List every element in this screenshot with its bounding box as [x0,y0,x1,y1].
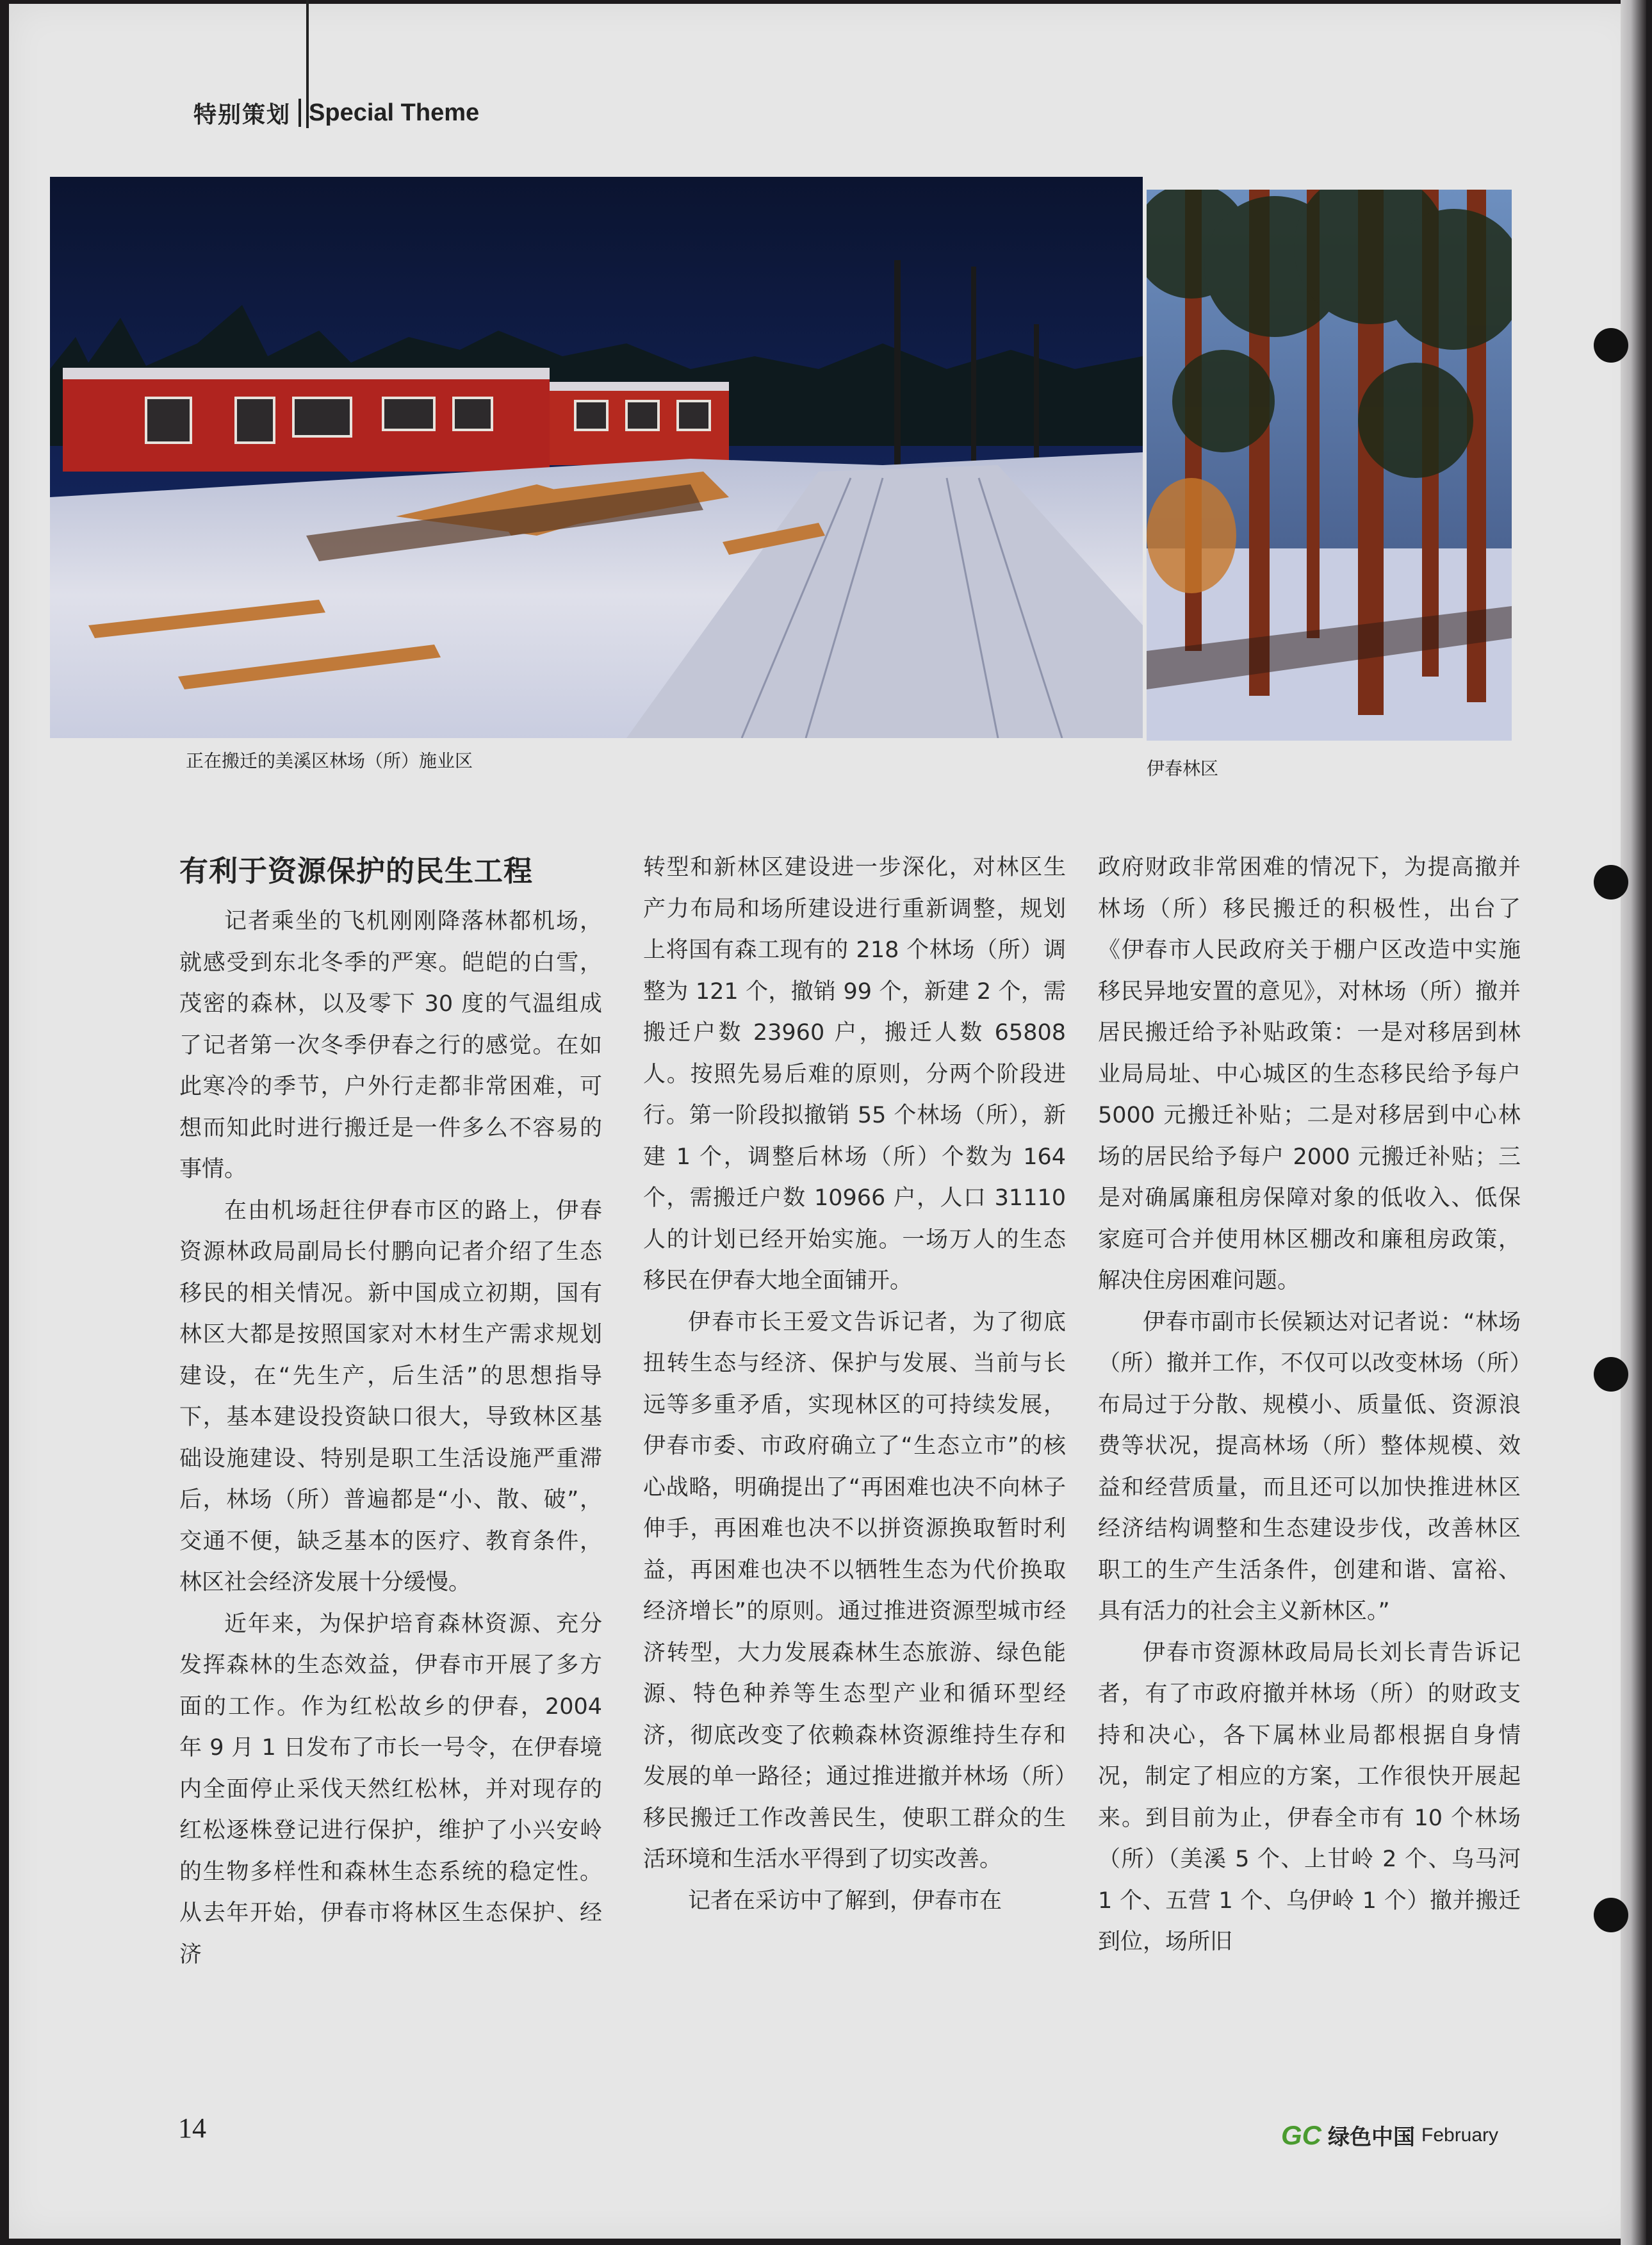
paragraph: 伊春市资源林政局局长刘长青告诉记者，有了市政府撤并林场（所）的财政支持和决心，各下属林业局都根据自身情况，制定了相应的方案，工作很快开展起来。到目前为止，伊春全市有 10 个林场（所）（美溪 5 个、上甘岭 2 个、乌马河 1 个、五营 1 个、乌伊岭 1 个）撤并搬迁到位，场所旧 [1098,1640,1521,1955]
paragraph: 记者乘坐的飞机刚刚降落林都机场，就感受到东北冬季的严寒。皑皑的白雪，茂密的森林，以及零下 30 度的气温组成了记者第一次冬季伊春之行的感觉。在如此寒冷的季节，户外行走都非常困难，可想而知此时进行搬迁是一件多么不容易的事情。 [179,909,602,1182]
gc-logo: GC [1281,2119,1321,2150]
forest-image [1147,190,1512,741]
main-photo [50,177,1143,738]
paragraph: 在由机场赶往伊春市区的路上，伊春资源林政局副局长付鹏向记者介绍了生态移民的相关情况。新中国成立初期，国有林区大都是按照国家对木材生产需求规划建设，在“先生产，后生活”的思想指导下，基本建设投资缺口很大，导致林区基础设施建设、特别是职工生活设施严重滞后，林场（所）普遍都是“小、散、破”，交通不便，缺乏基本的医疗、教育条件，林区社会经济发展十分缓慢。 [179,1197,602,1595]
paragraph: 转型和新林区建设进一步深化，对林区生产力布局和场所建设进行重新调整，规划上将国有森工现有的 218 个林场（所）调整为 121 个，撤销 99 个，新建 2 个，需搬迁户数 23960 户，搬迁人数 65808 人。按照先易后难的原则，分两个阶段进行。第一阶段拟撤销 55 个林场（所），新建 1 个，调整后林场（所）个数为 164 个，需搬迁户数 10966 户，人口 31110 人的计划已经开始实施。一场万人的生态移民在伊春大地全面铺开。 [643,855,1066,1294]
section-title-cn: 特别策划 [193,101,291,128]
page-number: 14 [178,2112,206,2144]
binder-hole-1 [1594,328,1628,363]
article-column-2 [643,847,1066,1921]
paragraph: 记者在采访中了解到，伊春市在 [688,1887,1002,1914]
magazine-name: 绿色中国 [1328,2125,1415,2150]
paragraph: 伊春市长王爱文告诉记者，为了彻底扭转生态与经济、保护与发展、当前与长远等多重矛盾，实现林区的可持续发展，伊春市委、市政府确立了“生态立市”的核心战略，明确提出了“再困难也决不向林子伸手，再困难也决不以拼资源换取暂时利益，再困难也决不以牺牲生态为代价换取经济增长”的原则。通过推进资源型城市经济转型，大力发展森林生态旅游、绿色能源、特色种养等生态型产业和循环型经济，彻底改变了依赖森林资源维持生存和发展的单一路径；通过推进撤并林场（所）移民搬迁工作改善民生，使职工群众的生活环境和生活水平得到了切实改善。 [643,1309,1066,1872]
side-photo-caption: 伊春林区 [1147,758,1219,779]
paragraph: 政府财政非常困难的情况下，为提高撤并林场（所）移民搬迁的积极性，出台了《伊春市人民政府关于棚户区改造中实施移民异地安置的意见》，对林场（所）撤并居民搬迁给予补贴政策：一是对移居到林业局局址、中心城区的生态移民给予每户 5000 元搬迁补贴；二是对移居到中心林场的居民给予每户 2000 元搬迁补贴；三是对确属廉租房保障对象的低收入、低保家庭可合并使用林区棚改和廉租房政策，解决住房困难问题。 [1098,855,1521,1294]
article-title: 有利于资源保护的民生工程 [179,854,534,888]
main-photo-caption: 正在搬迁的美溪区林场（所）施业区 [186,750,473,771]
article-column-3 [1098,847,1521,1963]
binder-hole-4 [1594,1898,1628,1932]
section-header [193,96,479,129]
paragraph: 近年来，为保护培育森林资源、充分发挥森林的生态效益，伊春市开展了多方面的工作。作为红松故乡的伊春，2004 年 9 月 1 日发布了市长一号令，在伊春境内全面停止采伐天然红松林，并对现存的红松逐株登记进行保护，维护了小兴安岭的生物多样性和森林生态系统的稳定性。从去年开始，伊春市将林区生态保护、经济 [179,1611,602,1968]
binder-hole-3 [1594,1357,1628,1392]
issue-month: February [1421,2124,1499,2146]
binder-hole-2 [1594,865,1628,900]
header-separator [299,99,301,127]
magazine-brand [1281,2119,1498,2151]
side-photo [1147,190,1512,741]
paragraph: 伊春市副市长侯颖达对记者说：“林场（所）撤并工作，不仅可以改变林场（所）布局过于分散、规模小、质量低、资源浪费等状况，提高林场（所）整体规模、效益和经营质量，而且还可以加快推进林区经济结构调整和生态建设步伐，改善林区职工的生产生活条件，创建和谐、富裕、具有活力的社会主义新林区。” [1098,1309,1521,1624]
logging-camp-image [50,177,1143,738]
section-title-en: Special Theme [309,99,480,126]
article-column-1 [179,847,602,1975]
